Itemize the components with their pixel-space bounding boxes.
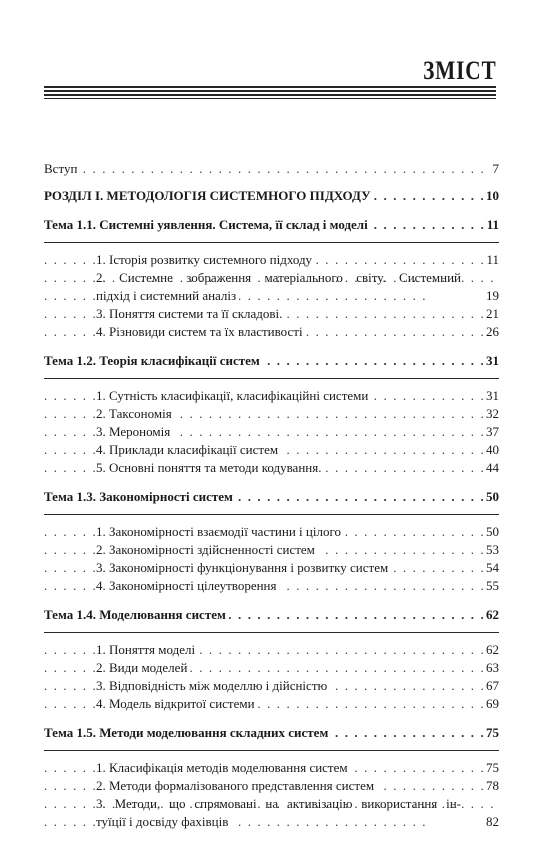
- page-number: 78: [483, 777, 499, 795]
- entry-label: 2. Методи формалізованого представлення систем: [96, 778, 377, 793]
- toc-entry-subtopic: [44, 323, 499, 341]
- page-number: 62: [483, 641, 499, 659]
- toc-entry-topic: [44, 352, 499, 370]
- entry-label-line1: 2. Системне зображення матеріального світу. Системний: [96, 270, 461, 285]
- toc-entry-subtopic: [44, 795, 499, 831]
- entry-label: 5. Основні поняття та методи кодування.: [96, 460, 324, 475]
- page-number: 53: [483, 541, 499, 559]
- page-number: 11: [484, 216, 499, 234]
- page-number: 31: [483, 352, 499, 370]
- toc-entry-subtopic: [44, 777, 499, 795]
- entry-label: 2. Таксономія: [96, 406, 175, 421]
- entry-label: Вступ: [44, 161, 80, 176]
- entry-label: Тема 1.2. Теорія класифікації систем: [44, 353, 263, 368]
- entry-label: 3. Відповідність між моделлю і дійсністю: [96, 678, 330, 693]
- entry-label: 2. Види моделей: [96, 660, 190, 675]
- entry-label: 1. Поняття моделі: [96, 642, 198, 657]
- page-number: 10: [483, 187, 499, 205]
- toc-entry-subtopic: [44, 695, 499, 713]
- divider: [44, 514, 499, 515]
- page-number: 54: [483, 559, 499, 577]
- toc-entry-topic: [44, 488, 499, 506]
- subtopic-group: [44, 387, 499, 477]
- toc-entry-subtopic: [44, 641, 499, 659]
- subtopic-group: [44, 641, 499, 713]
- page-number: 63: [483, 659, 499, 677]
- toc-entry-subtopic: [44, 459, 499, 477]
- divider: [44, 750, 499, 751]
- subtopic-group: [44, 251, 499, 341]
- entry-label: Тема 1.4. Моделювання систем: [44, 607, 229, 622]
- entry-label: 4. Різновиди систем та їх властивості: [96, 324, 306, 339]
- title-rule: [44, 86, 496, 100]
- toc-entry-topic: [44, 724, 499, 742]
- entry-label: 3. Мерономія: [96, 424, 173, 439]
- toc-entry-subtopic: [44, 677, 499, 695]
- toc-entry-subtopic: [44, 441, 499, 459]
- page-number: 40: [483, 441, 499, 459]
- entry-label: 1. Класифікація методів моделювання систем: [96, 760, 351, 775]
- entry-label: 2. Закономірності здійсненності систем: [96, 542, 318, 557]
- entry-label: 4. Закономірності цілеутворення: [96, 578, 279, 593]
- subtopic-group: [44, 523, 499, 595]
- entry-label: Тема 1.3. Закономірності систем: [44, 489, 236, 504]
- entry-label: Тема 1.5. Методи моделювання складних систем: [44, 725, 331, 740]
- page-number: 19: [483, 287, 499, 305]
- topic-list: [44, 216, 499, 831]
- entry-label: 3. Закономірності функціонування і розвитку систем: [96, 560, 391, 575]
- entry-label: 1. Історія розвитку системного підходу: [96, 252, 315, 267]
- entry-label: 4. Приклади класифікації систем: [96, 442, 281, 457]
- toc-entry-intro: [44, 160, 499, 178]
- entry-label-line2: туїції і досвіду фахівців: [96, 814, 231, 829]
- page-number: 21: [483, 305, 499, 323]
- page-title: ЗМІСТ: [422, 56, 496, 85]
- entry-label: 4. Модель відкритої системи: [96, 696, 258, 711]
- entry-label: 1. Сутність класифікації, класифікаційні системи: [96, 388, 371, 403]
- page-number: 82: [483, 813, 499, 831]
- page-number: 31: [483, 387, 499, 405]
- toc-entry-subtopic: [44, 541, 499, 559]
- page-number: 7: [490, 160, 500, 178]
- page-number: 50: [483, 488, 499, 506]
- toc-entry-subtopic: [44, 577, 499, 595]
- toc-entry-subtopic: [44, 305, 499, 323]
- divider: [44, 632, 499, 633]
- entry-label-line2: підхід і системний аналіз: [96, 288, 239, 303]
- page-number: 75: [483, 724, 499, 742]
- toc-entry-subtopic: [44, 423, 499, 441]
- page-number: 67: [483, 677, 499, 695]
- divider: [44, 378, 499, 379]
- page-number: 44: [483, 459, 499, 477]
- entry-label: 1. Закономірності взаємодії частини і цілого: [96, 524, 344, 539]
- page-number: 69: [483, 695, 499, 713]
- entry-label: Тема 1.1. Системні уявлення. Система, її склад і моделі: [44, 217, 371, 232]
- entry-label: 3. Поняття системи та її складові.: [96, 306, 285, 321]
- page-number: 32: [483, 405, 499, 423]
- toc-entry-subtopic: [44, 659, 499, 677]
- entry-label: РОЗДІЛ І. МЕТОДОЛОГІЯ СИСТЕМНОГО ПІДХОДУ: [44, 188, 374, 203]
- toc-entry-subtopic: [44, 251, 499, 269]
- toc-entry-topic: [44, 216, 499, 234]
- page-number: 50: [483, 523, 499, 541]
- page-number: 37: [483, 423, 499, 441]
- toc-entry-subtopic: [44, 387, 499, 405]
- toc-entry-section: [44, 187, 499, 205]
- page-number: 75: [483, 759, 499, 777]
- toc-entry-topic: [44, 606, 499, 624]
- page-number: 11: [483, 251, 499, 269]
- page-number: 62: [483, 606, 499, 624]
- toc-entry-subtopic: [44, 559, 499, 577]
- page-number: 55: [483, 577, 499, 595]
- toc-entry-subtopic: [44, 759, 499, 777]
- divider: [44, 242, 499, 243]
- toc-entry-subtopic: [44, 269, 499, 305]
- toc-entry-subtopic: [44, 523, 499, 541]
- table-of-contents: [44, 160, 499, 842]
- toc-entry-subtopic: [44, 405, 499, 423]
- subtopic-group: [44, 759, 499, 831]
- entry-label-line1: 3. Методи, що спрямовані на активізацію використання ін-: [96, 796, 461, 811]
- page-number: 26: [483, 323, 499, 341]
